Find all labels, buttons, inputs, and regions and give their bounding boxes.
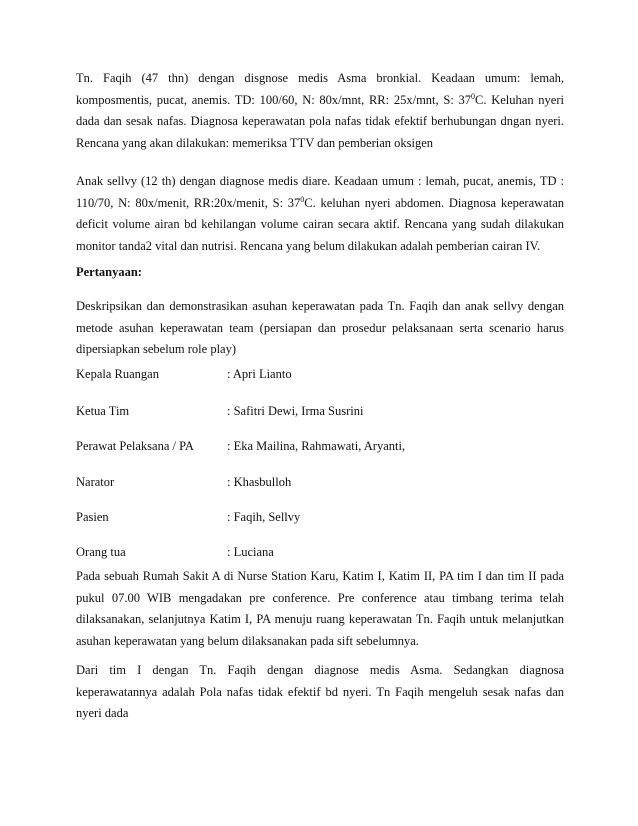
role-row-orang-tua	[76, 542, 564, 563]
degree-sup: 0	[300, 194, 305, 204]
scenario-1-line-4: asuhan keperawatan yang belum dilaksanakan pada sift sebelumnya.	[76, 633, 419, 648]
scenario-1-line-1: Pada sebuah Rumah Sakit A di Nurse Station Karu, Katim I, Katim II, PA tim I dan tim II pada	[76, 569, 564, 583]
role-label: Pasien	[76, 510, 109, 524]
scenario-2-paragraph	[76, 660, 564, 725]
case-2-line-2-text: 110/70, N: 80x/menit, RR:20x/menit, S: 37	[76, 195, 301, 210]
case-1-line-2-rest: C. Keluhan nyeri	[475, 92, 564, 107]
role-label: Kepala Ruangan	[76, 367, 159, 381]
scenario-1-line-3: dilaksanakan, selanjutnya Katim I, PA menuju ruang keperawatan Tn. Faqih untuk melanjutkan	[76, 612, 564, 626]
role-value: : Safitri Dewi, Irma Susrini	[227, 404, 364, 418]
case-2-line-2-rest: C. keluhan nyeri abdomen. Diagnosa keperawatan	[304, 195, 564, 210]
case-2-paragraph	[76, 171, 564, 257]
role-value: : Apri Lianto	[227, 367, 292, 381]
role-value: : Khasbulloh	[227, 475, 292, 489]
case-2-line-4: monitor tanda2 vital dan nutrisi. Rencana yang belum dilakukan adalah pemberian cairan IV.	[76, 238, 541, 253]
role-label: Orang tua	[76, 545, 126, 559]
case-1-line-2-text: komposmentis, pucat, anemis. TD: 100/60, N: 80x/mnt, RR: 25x/mnt, S: 37	[76, 92, 472, 107]
case-2-line-1: Anak sellvy (12 th) dengan diagnose medis diare. Keadaan umum : lemah, pucat, anemis, TD :	[76, 174, 564, 188]
role-label: Narator	[76, 475, 115, 489]
question-paragraph	[76, 296, 564, 361]
role-value: : Faqih, Sellvy	[227, 510, 301, 524]
question-line-2: metode asuhan keperawatan team (persiapan dan prosedur pelaksanaan serta scenario harus	[76, 320, 564, 335]
case-1-line-4: Rencana yang akan dilakukan: memeriksa TTV dan pemberian oksigen	[76, 135, 434, 150]
case-1-line-3: dada dan sesak nafas. Diagnosa keperawatan pola nafas tidak efektif berhubungan dngan nyeri.	[76, 114, 564, 128]
role-row-perawat-pelaksana	[76, 436, 564, 457]
scenario-2-line-3: nyeri dada	[76, 706, 129, 720]
case-1-paragraph	[76, 68, 564, 154]
case-2-line-3: deficit volume airan bd kehilangan volume cairan secara aktif. Rencana yang sudah dilakukan	[76, 217, 564, 231]
role-row-kepala-ruangan	[76, 364, 564, 385]
case-1-line-1: Tn. Faqih (47 thn) dengan disgnose medis Asma bronkial. Keadaan umum: lemah,	[76, 71, 564, 85]
role-label: Ketua Tim	[76, 404, 130, 418]
degree-sup: 0	[471, 91, 476, 101]
scenario-1-paragraph	[76, 566, 564, 652]
scenario-1-line-2: pukul 07.00 WIB mengadakan pre conference. Pre conference atau timbang terima telah	[76, 590, 564, 605]
question-line-3: dipersiapkan sebelum role play)	[76, 342, 237, 356]
case-1-line-2	[76, 90, 564, 112]
role-value: : Luciana	[227, 545, 274, 559]
question-line-1: Deskripsikan dan demonstrasikan asuhan keperawatan pada Tn. Faqih dan anak sellvy dengan	[76, 299, 564, 313]
question-heading: Pertanyaan:	[76, 265, 142, 279]
scenario-2-line-1: Dari tim I dengan Tn. Faqih dengan diagnose medis Asma. Sedangkan diagnosa	[76, 663, 564, 677]
scenario-2-line-2: keperawatannya adalah Pola nafas tidak efektif bd nyeri. Tn Faqih mengeluh sesak nafas dan	[76, 684, 564, 699]
role-value: : Eka Mailina, Rahmawati, Aryanti,	[227, 439, 406, 453]
role-row-pasien	[76, 507, 564, 528]
role-label: Perawat Pelaksana / PA	[76, 439, 194, 453]
role-row-ketua-tim	[76, 401, 564, 422]
case-2-line-2	[76, 193, 564, 215]
role-row-narator	[76, 472, 564, 493]
